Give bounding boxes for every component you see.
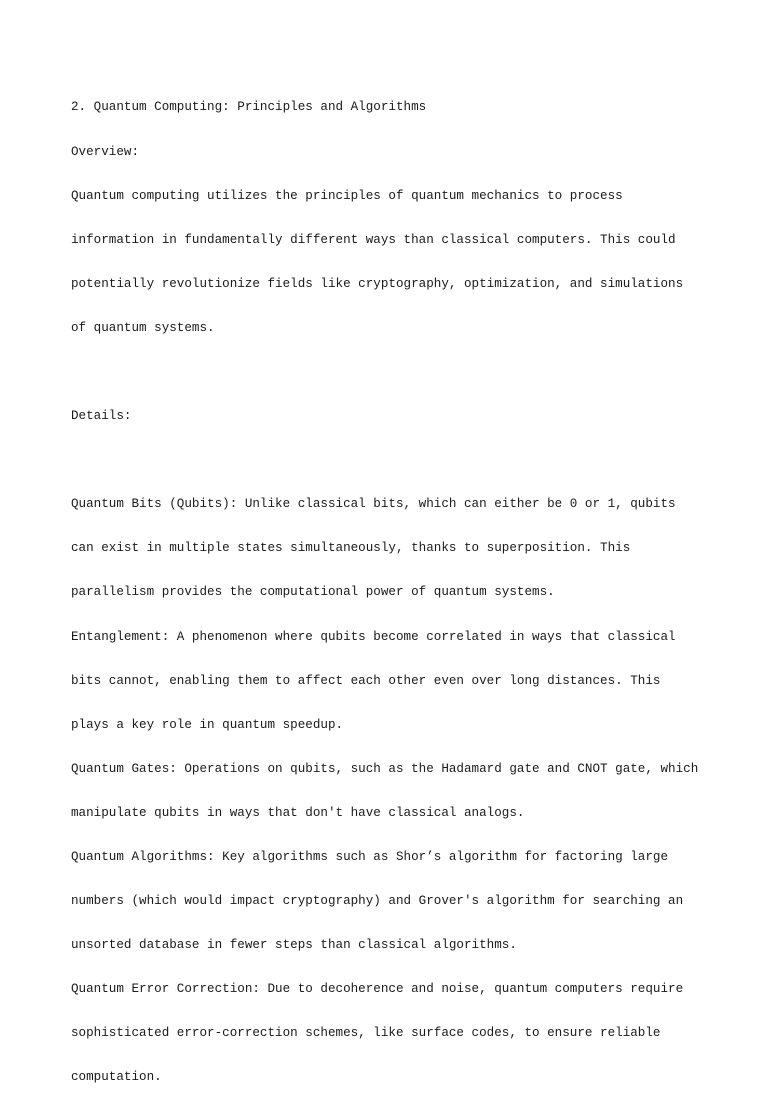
details-line: Quantum Bits (Qubits): Unlike classical bits, which can either be 0 or 1, qubits [71,497,676,512]
details-line: numbers (which would impact cryptography) and Grover's algorithm for searching an [71,894,684,909]
blank-line [71,453,711,468]
details-label: Details: [71,409,132,424]
details-line: parallelism provides the computational power of quantum systems. [71,585,555,600]
blank-line [71,365,711,380]
overview-line: potentially revolutionize fields like cryptography, optimization, and simulations [71,276,684,291]
details-line: can exist in multiple states simultaneously, thanks to superposition. This [71,541,631,556]
details-line: bits cannot, enabling them to affect each other even over long distances. This [71,673,661,688]
details-line: sophisticated error-correction schemes, like surface codes, to ensure reliable [71,1026,661,1041]
overview-line: Quantum computing utilizes the principles of quantum mechanics to process [71,188,623,203]
document-title: 2. Quantum Computing: Principles and Algorithms [71,100,427,115]
details-line: computation. [71,1070,162,1085]
details-line: manipulate qubits in ways that don't have classical analogs. [71,805,525,820]
details-line: Quantum Error Correction: Due to decoherence and noise, quantum computers require [71,982,684,997]
details-line: Quantum Gates: Operations on qubits, such as the Hadamard gate and CNOT gate, which [71,761,699,776]
details-line: Quantum Algorithms: Key algorithms such as Shor’s algorithm for factoring large [71,850,669,864]
details-line: plays a key role in quantum speedup. [71,717,344,732]
details-line: unsorted database in fewer steps than classical algorithms. [71,938,517,953]
overview-label: Overview: [71,144,140,159]
document-body [71,71,711,1100]
details-line: Entanglement: A phenomenon where qubits become correlated in ways that classical [71,629,676,644]
overview-line: information in fundamentally different ways than classical computers. This could [71,232,676,247]
overview-line: of quantum systems. [71,320,215,335]
